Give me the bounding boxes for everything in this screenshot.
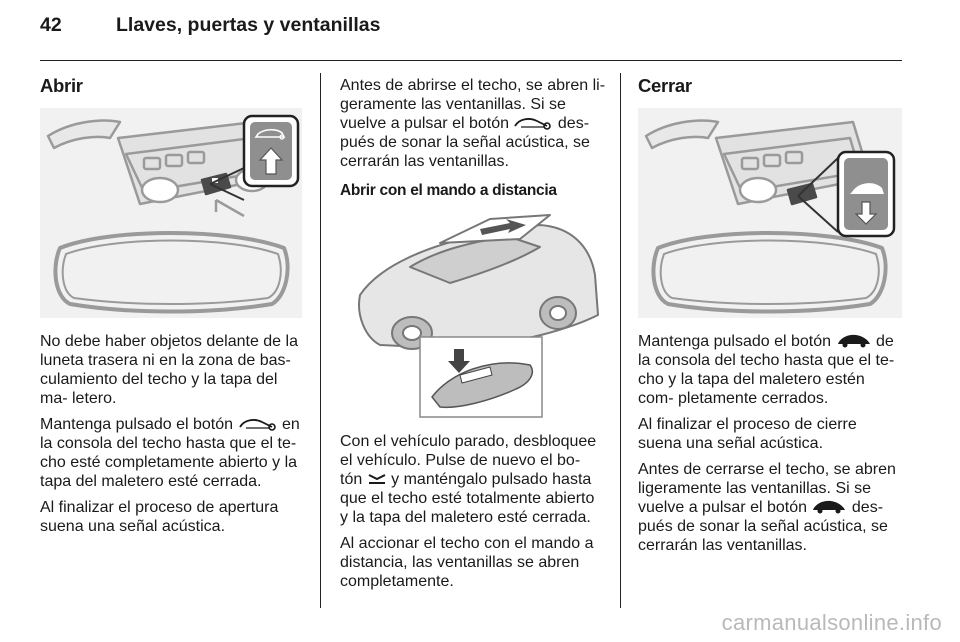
paragraph [638, 460, 902, 555]
subheading-remote: Abrir con el mando a distancia [340, 182, 557, 199]
paragraph-text: des- pués de sonar la señal acústica, se cerrarán las ventanillas. [340, 115, 590, 170]
roof-console-close-illustration [638, 108, 902, 318]
paragraph-text: Mantenga pulsado el botón [638, 333, 832, 350]
left-column-text [40, 332, 308, 543]
middle-column [340, 76, 606, 200]
paragraph [340, 76, 606, 171]
paragraph [638, 332, 902, 408]
roof-console-open-illustration [40, 108, 302, 318]
paragraph [340, 432, 606, 527]
header-rule [40, 60, 902, 61]
section-heading-abrir: Abrir [40, 75, 83, 96]
section-heading-cerrar: Cerrar [638, 75, 692, 96]
right-column [638, 76, 902, 95]
paragraph: No debe haber objetos delante de la luneta trasera ni en la zona de bas- culamiento del techo y la tapa del ma- letero. [40, 333, 298, 407]
paragraph: Al finalizar el proceso de cierre suena una señal acústica. [638, 416, 857, 452]
column-divider-1 [320, 73, 321, 608]
paragraph: Al accionar el techo con el mando a distancia, las ventanillas se abren completamente. [340, 535, 594, 590]
paragraph-text: Antes de cerrarse el techo, se abren ligeramente las ventanillas. Si se vuelve a pulsar el botón [638, 461, 896, 516]
paragraph-text: des- pués de sonar la señal acústica, se cerrarán las ventanillas. [638, 499, 888, 554]
paragraph: Al finalizar el proceso de apertura suena una señal acústica. [40, 499, 279, 535]
roof-close-icon [836, 332, 872, 348]
paragraph-text: Con el vehículo parado, desbloquee el vehículo. Pulse de nuevo el bo- tón [340, 433, 597, 488]
paragraph [40, 415, 308, 491]
watermark: carmanualsonline.info [721, 610, 942, 635]
left-column [40, 76, 308, 95]
remote-unlock-icon [367, 472, 387, 486]
middle-column-text [340, 432, 606, 598]
paragraph-text: Antes de abrirse el techo, se abren li- geramente las ventanillas. Si se vuelve a pulsar el botón [340, 77, 606, 132]
page-title: Llaves, puertas y ventanillas [116, 14, 381, 36]
roof-open-icon [238, 417, 278, 431]
right-column-text [638, 332, 902, 562]
roof-open-icon [513, 116, 553, 130]
paragraph-text: y manténgalo pulsado hasta que el techo esté totalmente abierto y la tapa del maletero esté cerrada. [340, 471, 595, 526]
page-number: 42 [40, 14, 62, 36]
column-divider-2 [620, 73, 621, 608]
roof-close-icon [811, 498, 847, 514]
paragraph-text: en la consola del techo hasta que el te- cho esté completamente abierto y la tapa del maletero esté cerrada. [40, 416, 300, 490]
car-remote-illustration [340, 205, 602, 420]
paragraph-text: de la consola del techo hasta que el te- cho y la tapa del maletero estén com- pletamente cerrados. [638, 333, 895, 407]
paragraph-text: Mantenga pulsado el botón [40, 416, 234, 433]
